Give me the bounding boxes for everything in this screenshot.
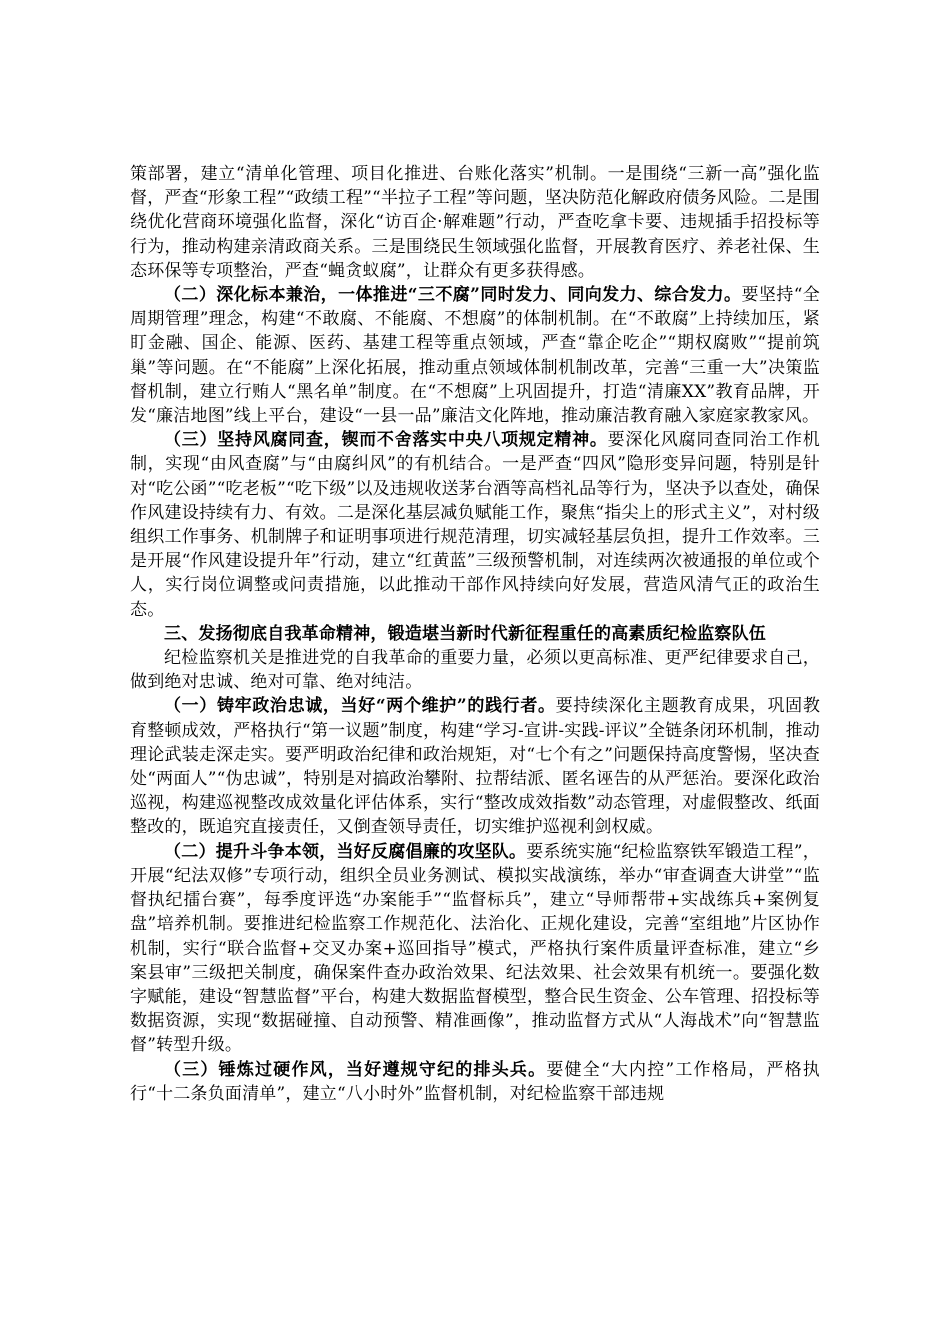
paragraph-intro-continuation: 策部署，建立“清单化管理、项目化推进、台账化落实”机制。一是围绕“三新一高”强化监督，严查“形象工程”“政绩工程”“半拉子工程”等问题，坚决防范化解政府债务风险。二是围绕优化营商环境强化监督，深化“访百企·解难题”行动，严查吃拿卡要、违规插手招投标等行为，推动构建亲清政商关系。三是围绕民生领域强化监督，开展教育医疗、养老社保、生态环保等专项整治，严查“蝇贪蚁腐”，让群众有更多获得感。 — [130, 164, 820, 281]
document-page — [130, 162, 820, 1106]
subheading-3-3: （三）锤炼过硬作风，当好遵规守纪的排头兵。 — [164, 1059, 547, 1080]
paragraph-2-2-body: 要坚持“全周期管理”理念，构建“不敢腐、不能腐、不想腐”的体制机制。在“不敢腐”上持续加压，紧盯金融、国企、能源、医药、基建工程等重点领域，严查“靠企吃企”“期权腐败”“提前筑巢”等问题。在“不能腐”上深化拓展，推动重点领域体制机制改革，完善“三重一大”决策监督机制，建立行贿人“黑名单”制度。在“不想腐”上巩固提升，打造“清廉XX”教育品牌，开发“廉洁地图”线上平台，建设“一县一品”廉洁文化阵地，推动廉洁教育融入家庭家教家风。 — [130, 285, 820, 427]
subheading-3-2: （二）提升斗争本领，当好反腐倡廉的攻坚队。 — [164, 841, 527, 862]
subheading-3-1: （一）铸牢政治忠诚，当好“两个维护”的践行者。 — [164, 696, 556, 717]
paragraph-3-3-body: 要健全“大内控”工作格局，严格执行“十二条负面清单”，建立“八小时外”监督机制，对纪检监察干部违规 — [130, 1059, 820, 1104]
subheading-2-2: （二）深化标本兼治，一体推进“三不腐”同时发力、同向发力、综合发力。 — [164, 285, 742, 306]
paragraph-section-3-3 — [130, 1058, 820, 1106]
paragraph-section-2-3 — [130, 428, 820, 622]
subheading-2-3: （三）坚持风腐同查，锲而不舍落实中央八项规定精神。 — [164, 430, 608, 451]
paragraph-section-2-2 — [130, 283, 820, 428]
paragraph-2-3-body: 要深化风腐同查同治工作机制，实现“由风查腐”与“由腐纠风”的有机结合。一是严查“四风”隐形变异问题，特别是针对“吃公函”“吃老板”“吃下级”以及违规收送茅台酒等高档礼品等行为，坚决予以查处，确保作风建设持续有力、有效。二是深化基层减负赋能工作，聚焦“指尖上的形式主义”，对村级组织工作事务、机制牌子和证明事项进行规范清理，切实减轻基层负担，提升工作效率。三是开展“作风建设提升年”行动，建立“红黄蓝”三级预警机制，对连续两次被通报的单位或个人，实行岗位调整或问责措施，以此推动干部作风持续向好发展，营造风清气正的政治生态。 — [130, 430, 820, 620]
paragraph-3-1-body: 要持续深化主题教育成果，巩固教育整顿成效，严格执行“第一议题”制度，构建“学习-宣讲-实践-评议”全链条闭环机制，推动理论武装走深走实。要严明政治纪律和政治规矩，对“七个有之”问题保持高度警惕，坚决查处“两面人”“伪忠诚”，特别是对搞政治攀附、拉帮结派、匿名诬告的从严惩治。要深化政治巡视，构建巡视整改成效量化评估体系，实行“整改成效指数”动态管理，对虚假整改、纸面整改的，既追究直接责任，又倒查领导责任，切实维护巡视利剑权威。 — [130, 696, 821, 838]
paragraph-section-3-intro: 纪检监察机关是推进党的自我革命的重要力量，必须以更高标准、更严纪律要求自己，做到绝对忠诚、绝对可靠、绝对纯洁。 — [130, 648, 820, 693]
paragraph-section-3-2 — [130, 840, 820, 1058]
paragraph-section-3-1 — [130, 694, 820, 839]
section-heading-3: 三、发扬彻底自我革命精神，锻造堪当新时代新征程重任的高素质纪检监察队伍 — [164, 623, 766, 644]
paragraph-3-2-body: 要系统实施“纪检监察铁军锻造工程”，开展“纪法双修”专项行动，组织全员业务测试、模拟实战演练，举办“审查调查大讲堂”“监督执纪擂台赛”，每季度评选“办案能手”“监督标兵”，建立“导师帮带+实战练兵+案例复盘”培养机制。要推进纪检监察工作规范化、法治化、正规化建设，完善“室组地”片区协作机制，实行“联合监督+交叉办案+巡回指导”模式，严格执行案件质量评查标准，建立“乡案县审”三级把关制度，确保案件查办政治效果、纪法效果、社会效果有机统一。要强化数字赋能，建设“智慧监督”平台，构建大数据监督模型，整合民生资金、公车管理、招投标等数据资源，实现“数据碰撞、自动预警、精准画像”，推动监督方式从“人海战术”向“智慧监督”转型升级。 — [130, 841, 820, 1056]
